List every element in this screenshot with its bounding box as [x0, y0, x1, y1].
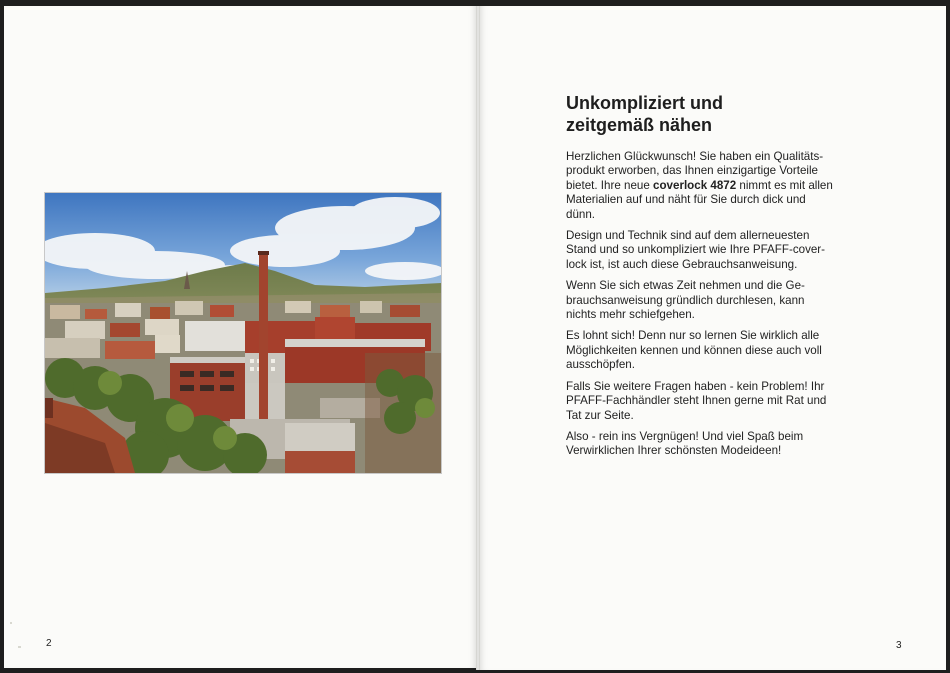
paragraph-read-manual: Wenn Sie sich etwas Zeit nehmen und die Ge-brauchsanweisung gründlich durchlesen, kann nichts mehr schiefgehen.	[566, 279, 805, 322]
left-page	[4, 6, 476, 668]
paragraph-congratulations	[566, 150, 836, 222]
paragraph-enjoy: Also - rein ins Vergnügen! Und viel Spaß beim Verwirklichen Ihrer schönsten Modeideen!	[566, 429, 804, 458]
page-number-left: 2	[46, 638, 52, 649]
page-heading	[566, 92, 836, 136]
scan-speck	[18, 646, 21, 648]
paragraph-worth-it: Es lohnt sich! Denn nur so lernen Sie wirklich alle Möglichkeiten kennen und können diese auch voll ausschöpfen.	[566, 329, 822, 372]
heading-line-2: zeitgemäß nähen	[566, 115, 713, 135]
scan-speck	[10, 622, 12, 624]
paragraph-questions: Falls Sie weitere Fragen haben - kein Problem! Ihr PFAFF-Fachhändler steht Ihnen gerne mit Rat und Tat zur Seite.	[566, 379, 827, 422]
right-page	[480, 6, 946, 670]
heading-line-1: Unkompliziert und	[566, 93, 723, 113]
paragraph-1-text-end: nimmt es mit allen Materialien auf und näht für Sie durch dick und dünn.	[566, 178, 833, 221]
factory-town-photo	[44, 192, 442, 474]
text-column	[566, 92, 836, 466]
page-number-right: 3	[896, 640, 902, 651]
paragraph-1-text-start: Herzlichen Glückwunsch! Sie haben ein Qualitäts-produkt erworben, das Ihnen einzigartige Vorteile bietet. Ihre neue	[566, 150, 824, 192]
product-name: coverlock 4872	[653, 178, 737, 192]
paragraph-design: Design und Technik sind auf dem allerneuesten Stand und so unkompliziert wie Ihre PFAFF-cover-lock ist, ist auch diese Gebrauchsanweisung.	[566, 229, 826, 271]
